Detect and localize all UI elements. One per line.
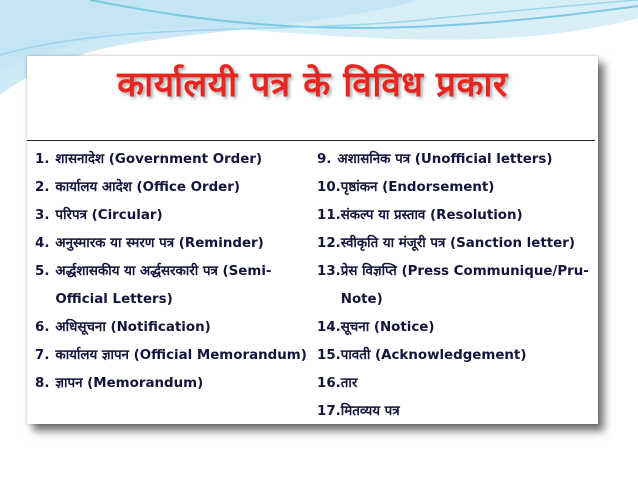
list-item bbox=[35, 258, 317, 314]
item-number: 11. bbox=[317, 208, 341, 223]
item-text: परिपत्र (Circular) bbox=[55, 208, 163, 223]
item-number: 8. bbox=[35, 376, 50, 391]
item-text: सूचना (Notice) bbox=[340, 320, 435, 335]
list-item bbox=[317, 314, 595, 342]
list-item bbox=[317, 146, 595, 174]
slide-title: कार्यालयी पत्र के विविध प्रकार bbox=[117, 65, 508, 105]
item-text: पृष्ठांकन (Endorsement) bbox=[340, 180, 495, 195]
list-item bbox=[317, 230, 595, 258]
item-text: कार्यालय आदेश (Office Order) bbox=[55, 180, 240, 195]
item-text: संकल्प या प्रस्ताव (Resolution) bbox=[340, 208, 523, 223]
list-item bbox=[35, 342, 317, 370]
item-text: मितव्यय पत्र bbox=[340, 404, 400, 419]
item-text: तार bbox=[340, 376, 358, 391]
item-text: अशासनिक पत्र (Unofficial letters) bbox=[337, 152, 553, 167]
item-number: 1. bbox=[35, 152, 50, 167]
item-number: 5. bbox=[35, 264, 50, 279]
list-item bbox=[35, 202, 317, 230]
item-text: अनुस्मारक या स्मरण पत्र (Reminder) bbox=[55, 236, 264, 251]
left-list bbox=[35, 146, 317, 398]
item-number: 13. bbox=[317, 264, 341, 279]
item-number: 15. bbox=[317, 348, 341, 363]
item-number: 17. bbox=[317, 404, 341, 419]
item-number: 3. bbox=[35, 208, 50, 223]
list-item bbox=[317, 370, 595, 398]
item-text: स्वीकृति या मंजूरी पत्र (Sanction letter) bbox=[340, 236, 575, 251]
list-item bbox=[317, 398, 595, 426]
right-list bbox=[317, 146, 595, 426]
list-item bbox=[317, 202, 595, 230]
item-number: 9. bbox=[317, 152, 332, 167]
list-item bbox=[35, 174, 317, 202]
item-number: 7. bbox=[35, 348, 50, 363]
item-number: 10. bbox=[317, 180, 341, 195]
item-number: 16. bbox=[317, 376, 341, 391]
item-text: अर्द्धशासकीय या अर्द्धसरकारी पत्र (Semi-Official Letters) bbox=[55, 264, 272, 307]
list-item bbox=[317, 258, 595, 314]
divider bbox=[27, 140, 595, 141]
item-number: 4. bbox=[35, 236, 50, 251]
content-card bbox=[27, 56, 598, 424]
list-item bbox=[35, 314, 317, 342]
item-number: 12. bbox=[317, 236, 341, 251]
item-text: पावती (Acknowledgement) bbox=[340, 348, 527, 363]
item-text: ज्ञापन (Memorandum) bbox=[55, 376, 204, 391]
list-item bbox=[35, 370, 317, 398]
item-text: अधिसूचना (Notification) bbox=[55, 320, 211, 335]
list-item bbox=[35, 146, 317, 174]
item-number: 14. bbox=[317, 320, 341, 335]
item-text: कार्यालय ज्ञापन (Official Memorandum) bbox=[55, 348, 307, 363]
list-item bbox=[317, 342, 595, 370]
item-text: प्रेस विज्ञप्ति (Press Communique/Pru-Note) bbox=[340, 264, 589, 307]
list-item bbox=[317, 174, 595, 202]
item-number: 2. bbox=[35, 180, 50, 195]
list-item bbox=[35, 230, 317, 258]
item-number: 6. bbox=[35, 320, 50, 335]
item-text: शासनादेश (Government Order) bbox=[55, 152, 263, 167]
